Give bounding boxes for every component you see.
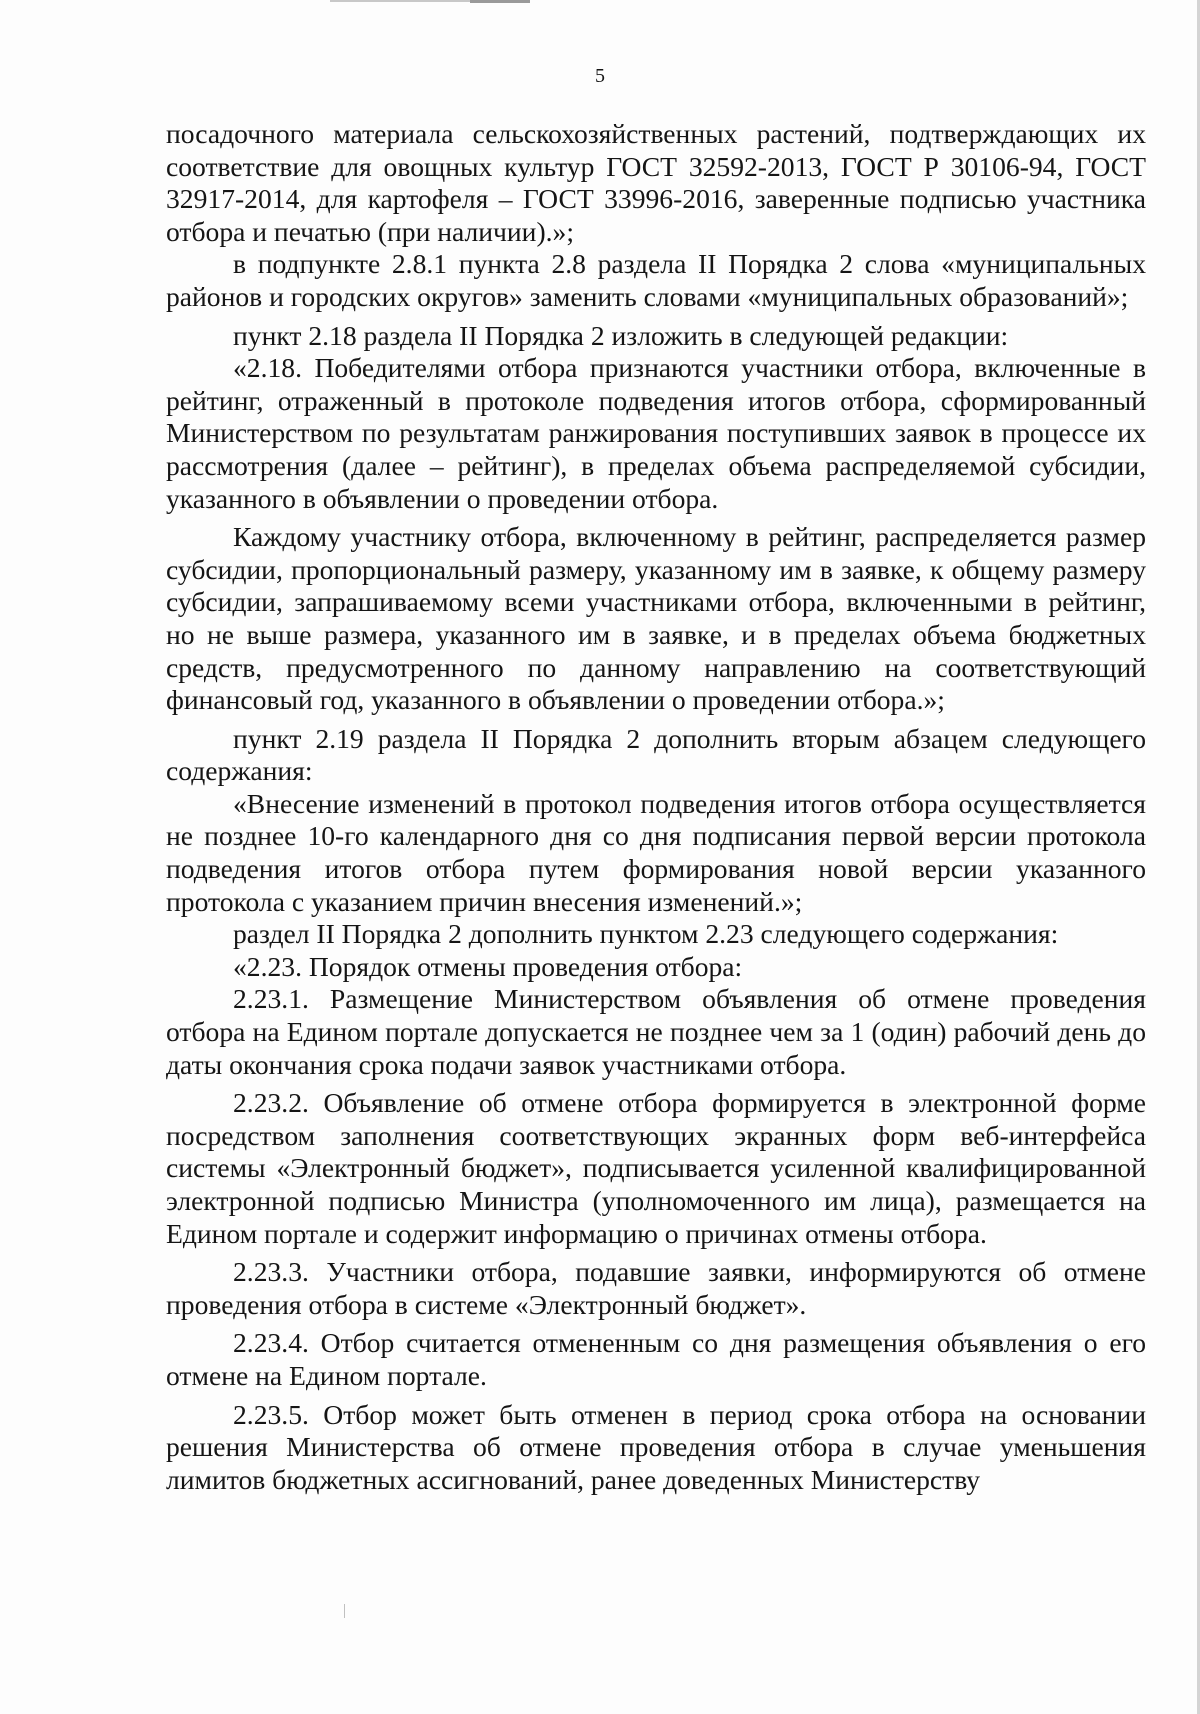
paragraph-2-18-text: «2.18. Победителями отбора признаются участники отбора, включенные в рейтинг, отраженный в протоколе подведения итогов отбора, сформированный Министерством по результатам ранжирования поступивших заявок в процессе их рассмотрения (далее – рейтинг), в пределах объема распределяемой субсидии, указанного в объявлении о проведении отбора. (166, 352, 1146, 514)
paragraph-2-23-5: 2.23.5. Отбор может быть отменен в период срока отбора на основании решения Министерства об отмене проведения отбора в случае уменьшения лимитов бюджетных ассигнований, ранее доведенных Министерству (166, 1398, 1146, 1495)
paragraph-2-23-heading: «2.23. Порядок отмены проведения отбора: (233, 950, 743, 982)
paragraph-2-23-4: 2.23.4. Отбор считается отмененным со дня размещения объявления о его отмене на Едином портале. (166, 1327, 1146, 1391)
paragraph-amendment-2-18-intro: пункт 2.18 раздела II Порядка 2 изложить в следующей редакции: (233, 319, 1009, 351)
scan-edge-mark (470, 0, 530, 3)
paragraph-2-19-text: «Внесение изменений в протокол подведения итогов отбора осуществляется не позднее 10-го календарного дня со дня подписания первой версии протокола подведения итогов отбора путем формирования новой версии указанного протокола с указанием причин внесения изменений.»; (166, 787, 1146, 917)
page-number: 5 (595, 65, 605, 87)
paragraph-2-23-3: 2.23.3. Участники отбора, подавшие заявки, информируются об отмене проведения отбора в системе «Электронный бюджет». (166, 1256, 1146, 1320)
paragraph-2-23-2: 2.23.2. Объявление об отмене отбора формируется в электронной форме посредством заполнения соответствующих экранных форм веб-интерфейса системы «Электронный бюджет», подписывается усиленной квалифицированной электронной подписью Министра (уполномоченного им лица), размещается на Едином портале и содержит информацию о причинах отмены отбора. (166, 1087, 1146, 1249)
paragraph-amendment-2-19-intro: пункт 2.19 раздела II Порядка 2 дополнить вторым абзацем следующего содержания: (166, 722, 1146, 787)
paragraph-2-18-distribution: Каждому участнику отбора, включенному в рейтинг, распределяется размер субсидии, пропорциональный размеру, указанному им в заявке, к общему размеру субсидии, запрашиваемому всеми участниками отбора, включенными в рейтинг, но не выше размера, указанного им в заявке, и в пределах объема бюджетных средств, предусмотренного по данному направлению на соответствующий финансовый год, указанного в объявлении о проведении отбора.»; (166, 521, 1146, 716)
paragraph-continuation: посадочного материала сельскохозяйственных растений, подтверждающих их соответствие для овощных культур ГОСТ 32592-2013, ГОСТ Р 30106-94, ГОСТ 32917-2014, для картофеля – ГОСТ 33996-2016, заверенные подписью участника отбора и печатью (при наличии).»; (166, 118, 1146, 247)
paragraph-2-23-1: 2.23.1. Размещение Министерством объявления об отмене проведения отбора на Едином портале допускается не позднее чем за 1 (один) рабочий день до даты окончания срока подачи заявок участниками отбора. (166, 983, 1146, 1080)
paragraph-amendment-2-23-intro: раздел II Порядка 2 дополнить пунктом 2.23 следующего содержания: (233, 918, 1059, 950)
paragraph-amendment-2-8-1: в подпункте 2.8.1 пункта 2.8 раздела II Порядка 2 слова «муниципальных районов и городских округов» заменить словами «муниципальных образований»; (166, 248, 1146, 312)
scan-speck (344, 1604, 345, 1618)
document-body (166, 118, 1146, 1496)
